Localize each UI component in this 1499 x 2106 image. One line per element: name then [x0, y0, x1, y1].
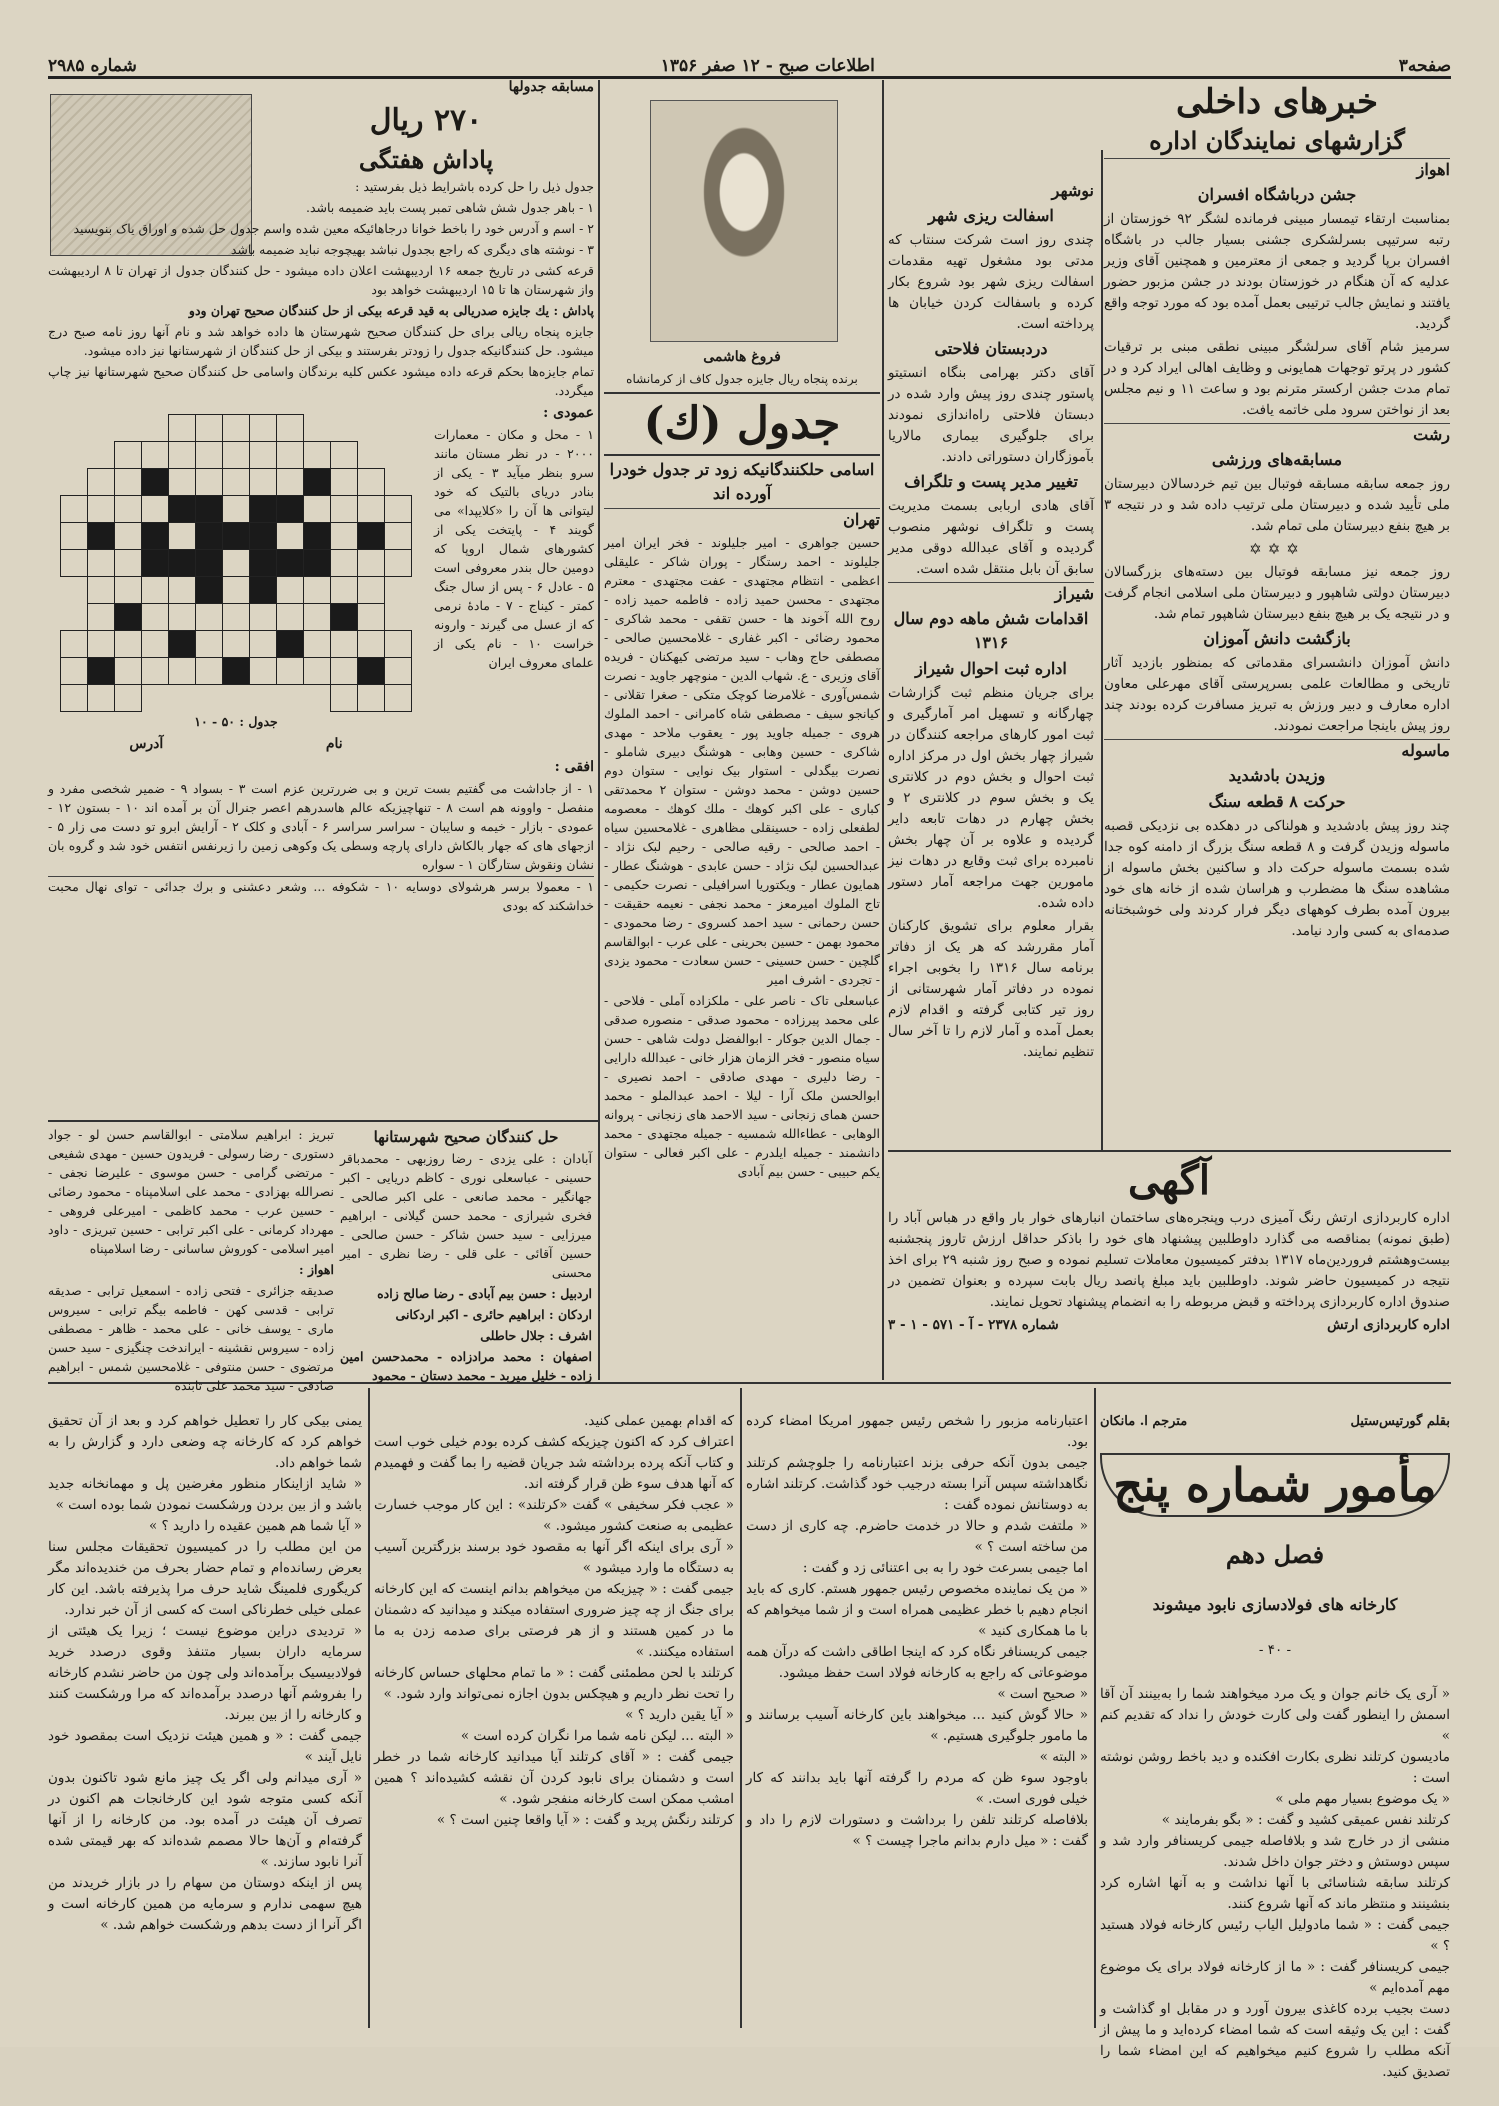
post-text: آقای هادی اربابی بسمت مدیریت پست و تلگراف نوشهر منصوب گردیده و آقای عبدالله دوقی مدیر سابق آن بابل منتقل شده است.	[888, 498, 1094, 577]
column-divider	[740, 1388, 742, 2028]
footer-line: ۱ - معمولا برسر هرشولای دوسایه ۱۰ - شکوفه ... وشعر دعشنی و برك جدائی - توای نهال محبت خداشکند که بودی	[48, 876, 594, 915]
city-nowshahr: نوشهر	[1051, 181, 1094, 200]
crossword-area	[48, 404, 424, 754]
storm-text: چند روز پیش بادشدید و هولناکی در دهکده بی نزدیکی قصبه ماسوله وزیدن گرفت و ۸ قطعه سنگ بزرگ از دامنه کوه جدا شده بسمت ماسوله حرکت داد و ساکنین بخش ماسوله از مشاهده سنگ ها مضطرب و هراسان شده از خانه های خود بیرون آمده بطرف کوههای دیگر فرار کردند ولی خوشبختانه صدمه‌ای به کسی وارد نیامد.	[1104, 818, 1451, 939]
serial-chapter-sep: - ۴۰ -	[1258, 1642, 1292, 1658]
notice-box	[888, 1156, 1450, 1378]
registry-heading: اقدامات شش ماهه دوم سال ۱۳۱۶	[893, 609, 1089, 652]
serial-text-1: « آری یک خانم جوان و یک مرد میخواهند شما را به‌بینند آن آقا اسمش را اینطور گفت ولی کارت خودش را نداد که تقدیم کنم » مادیسون کرتلند نظری بکارت افکنده و دید باخط روشن نوشته است : « یک موضوع بسیار مهم ملی » کرتلند نفس عمیقی کشید و گفت : « بگو بفرمایند » منشی از در خارج شد و بلافاصله جیمی کریسنافر وارد شد و سپس دوستش و دختر جوان داخل شدند. کرتلند سابقه شناسائی با آنها نداشت و به آنها اشاره کرد بنشینند و منتظر ماند که آنها شروع کنند. جیمی گفت : « شما مادولیل الیاب رئیس کارخانه فولاد هستید ؟ » جیمی کریسنافر گفت : « ما از کارخانه فولاد برای یک موضوع مهم آمده‌ایم » دست بجیب برده کاغذی بیرون آورد و در مقابل او گذاشت و گفت : این یک وثیقه است که شما امضاء کرده‌اید و ما پیش از آنکه مطلب را شروع کنیم میخواهیم که این امضاء شما را تصدیق کنید.	[1100, 1686, 1450, 2080]
rule-1: ۱ - باهر جدول شش شاهی تمبر پست باید ضمیمه باشد.	[305, 200, 594, 215]
notice-code: شماره ۲۳۷۸ - آ - ۵۷۱ - ۱ - ۳	[888, 1317, 1059, 1333]
province-solvers-2	[48, 1125, 334, 1393]
prize-heading: ۲۷۰ ریال	[369, 103, 483, 138]
province-abadan: آبادان : علی یزدی - رضا روزبهی - محمدباقر حسینی - عباسعلی نوری - کاظم دریایی - اکبر جهانگیر - محمد صانعی - علی اکبر صالحی - فخری شیرازی - محمد حسن گیلانی - ابراهیم میرزایی - سید حسن شاکر - حسن صالحی - حسین آقائی - علی قلی - رضا نظری - امیر محسنی	[340, 1151, 592, 1280]
vertical-clues-box	[434, 404, 594, 754]
internal-news-middle	[888, 180, 1094, 1140]
registry-subheading: اداره ثبت احوال شیراز	[915, 659, 1067, 678]
students-return-heading: بازگشت دانش آموزان	[1203, 629, 1351, 648]
paving-heading: اسفالت ریزی شهر	[928, 206, 1054, 225]
rule-2: ۲ - اسم و آدرس خود را باخط خوانا درجاهائیکه معین شده واسم جدول حل شده و اوراق یاک بنویسید	[73, 221, 594, 236]
winner-subcaption: برنده پنجاه ریال جایزه جدول کاف از کرمانشاه	[626, 372, 858, 386]
rule-3: ۳ - نوشته های دیگری که راجع بجدول نباشد بهیچوجه نباید ضمیمه باشد	[230, 242, 594, 257]
serial-text-3: که اقدام بهمین عملی کنید. اعتراف کرد که اکنون چیزیکه کشف کرده بودم خیلی خوب است و کتاب آنکه پرده برداشته شد جریان قضیه را بما گفت و فهمیدم که آنها هدف سوء ظن قرار گرفته اند. « عجب فکر سخیفی » گفت «کرتلند» : این کار موجب خسارت عظیمی به صنعت کشور میشود. » « آری برای اینکه اگر آنها به مقصود خود برسند بزرگترین آسیب به دستگاه ما وارد میشود » جیمی گفت : « چیزیکه من میخواهم بدانم اینست که این کارخانه برای جنگ از چه چیز ضروری استفاده میکند و میدانید که دشمنان ما در کمین هستند و از هر فرصتی برای صدمه زدن به ما استفاده میکنند. » کرتلند با لحن مطمئنی گفت : « ما تمام محلهای حساس کارخانه را تحت نظر داریم و هیچکس بدون اجازه نمی‌تواند وارد شود. » « آیا یقین دارید ؟ » « البته ... لیکن نامه شما مرا نگران کرده است » جیمی گفت : « آقای کرتلند آیا میدانید کارخانه شما در خطر است و دشمنان برای نابود کردن آن نقشه کشیده‌اند ؟ همین امشب ممکن است کارخانه منفجر شود. » کرتلند رنگش پرید و گفت : « آیا واقعا چنین است ؟ »	[374, 1413, 734, 1828]
internal-news-title: خبرهای داخلی	[1176, 82, 1378, 122]
paving-text: چندی روز است شرکت سنتاب که مدتی بود مشغول تهیه مقدمات اسفالت ریزی شهر بود شروع بکار کرده و باسفالت کردن خیابان ها پرداخته است.	[888, 232, 1094, 332]
winner-caption: فروغ هاشمی	[703, 349, 781, 365]
storm-heading: وزیدن بادشدید	[1228, 766, 1326, 785]
notice-signature: اداره کاربردازی ارتش	[1327, 1317, 1450, 1333]
province-ashraf: اشرف : جلال حاطلی	[480, 1328, 592, 1343]
contest-section	[48, 78, 594, 1118]
serial-column-1	[1100, 1390, 1450, 2080]
jadval-names-1: حسین جواهری - امیر جلیلوند - فخر ایران امیر جلیلوند - احمد رستگار - پوران شاکر - علیقلی اعظمی - انتظام مجتهدی - عفت مجتهدی - معترم مجتهدی - محسن حمید زاده - فاطمه حمید زاده - روح الله آخوند ها - حسن تقفی - محمد شاکری - محمود رضائی - اکبر غفاری - غلامحسین صالحی - مصطفی حاج وهاب - سید مرتضی کیهکنان - فریده آقای وزیری - ع. شهاب الدین - منوچهر جاوید - نصرت شمس‌آوری - غلامرضا کوچک متکی - صغرا تقلانی - کیانجو سیف - مصطفی شاه کامرانی - احمد الملوك هروی - جمیله جاوید پور - یعقوب ملاحد - مهدی شاکری - حسین وهابی - هوشنگ دبیری شاملو - نصرت بیگدلی - استوار بیک نوایی - ستوان دوم حسین دوشن - محمد دوشن - ستوان ۲ محمدتقی کباری - علی اکبر کوهك - ملك کوهك - معصومه لطفعلی زاده - حسینقلی مظاهری - غلامحسین سیاه - احمد صالحی - رقیه صالحی - رحیم لبک نژاد - عبدالحسین لبک نژاد - حسن عابدی - هوشنگ عطار - همایون عطار - ویکتوریا اسرافیلی - نصرت حکیمی - تاج الملوك امیرمعز - محمد نجفی - نعیمه حقیقت - حسن رحمانی - سید احمد کسروی - رضا محمودی - محمود بهمن - حسین بحرینی - علی عرب - ابوالقاسم گلچین - حسن حسینی - حسن سعادت - محمود یزدی - تجردی - اشرف امیر	[604, 535, 880, 987]
prize-subheading: پاداش هفتگی	[358, 145, 494, 174]
sports-heading: مسابقه‌های ورزشی	[1211, 450, 1343, 469]
province-ardakan: اردکان : ابراهیم حائری - اکبر اردکانی	[395, 1307, 592, 1322]
sports-text: روز جمعه سابقه مسابقه فوتبال بین تیم خردسالان دبیرستان ملی تأیید شده و دبیرستان ملی ترتیب داده شد و در نتیجه ۳ بر هیچ بنفع دبیرستان ملی تمام شد.	[1104, 476, 1450, 534]
jadval-subtitle: اسامی حلکنندگانیکه زود تر جدول خودرا آورده اند	[609, 460, 875, 503]
crossword-grid	[60, 414, 412, 712]
address-label: آدرس	[129, 736, 164, 752]
contest-divider	[48, 1120, 598, 1122]
province-heading: حل کنندگان صحیح شهرستانها	[373, 1128, 559, 1146]
students-return-text: دانش آموزان دانشسرای مقدماتی که بمنظور بازدید آثار تاریخی و مطالعات علمی بسرپرستی آقای مهرعلی معاون اداره معارف و دبیر ورزش به تبریز مسافرت کرده بودند چند روز پیش باینجا مراجعت نمودند.	[1104, 655, 1450, 734]
province-ahvaz-heading: اهواز :	[299, 1262, 334, 1277]
jadval-title: جدول (ك)	[604, 392, 880, 456]
reward-text: جایزه پنجاه ریالی برای حل کنندگان صحیح شهرستان ها داده خواهد شد و نام آنها روز نامه صبح درج میشود. حل کنندگانیکه جدول را زودتر بفرستند و بیکی از حل کنندگان از شهرستانها نیز داده میشود.	[48, 324, 594, 358]
reward-heading: پاداش : یك جایزه صدریالی به قید قرعه بیکی از حل کنندگان صحیح تهران ودو	[188, 303, 594, 318]
province-solvers	[340, 1125, 592, 1383]
column-divider	[882, 80, 884, 1380]
serial-title: مأمور شماره پنج	[1100, 1453, 1450, 1517]
grid-label: جدول : ۵۰ - ۱۰	[194, 714, 278, 729]
province-isfahan: اصفهان : محمد مرادزاده - محمدحسن امین زاده - خلیل میربد - محمد دستان - محمود	[340, 1349, 592, 1383]
city-tehran: تهران	[604, 508, 880, 531]
jadval-column	[604, 345, 880, 1375]
serial-column-3	[374, 1390, 734, 2030]
separator-stars: ✡✡✡	[1249, 540, 1305, 558]
army-celebration-heading: جشن درباشگاه افسران	[1197, 185, 1357, 204]
city-shiraz: شیراز	[888, 582, 1094, 605]
province-ahvaz: صدیقه جزائری - فتحی زاده - اسمعیل ترابی - صدیقه ترابی - قدسی کهن - فاطمه بیگم ترابی - سیروس ماری - یوسف خانی - علی محمد - ظاهر - مصطفی زاده - سیروس نقشینه - ایراندخت چنگیزی - سید حسن مرتضوی - حسن منتوفی - غلامحسین شمس - ابراهیم صادقی - سید محمد علی تابنده	[48, 1283, 334, 1393]
horizontal-heading: افقی :	[554, 759, 594, 775]
registry-text: برای جریان منظم ثبت گزارشات چهارگانه و تسهیل امر آمارگیری و ثبت امور کارهای مراجعه کنندگان در شیراز چهار بخش اول در مرکز اداره ثبت احوال و بخش دوم در کلانتری یک و بخش سوم در کلانتری ۲ و بخش چهارم در دهات تابعه دایر گردیده و علاوه بر آن چهار بخش نامبرده برای ثبت وقایع در دهات نیز مامورین جهت مراجعه آمار دستور داده شده.	[888, 685, 1094, 911]
page-header	[48, 52, 1451, 79]
registry-text-2: بقرار معلوم برای تشویق کارکنان آمار مقررشد که هر یک از دفاتر برنامه سال ۱۳۱۶ را بخوبی اجراء نموده در دفاتر آمار شهرستانی از روز تیر کتابی گرفته و اقدام لازم بعمل آمده و آمار لازم را تا آخر سال تنظیم نمایند.	[888, 918, 1094, 1060]
name-label: نام	[325, 736, 343, 752]
vertical-clues: ۱ - محل و مکان - معمارات ۲۰۰۰ - در نظر مستان مانند سرو بنظر میآید ۳ - یکی از بنادر دریای بالتیک که خود لیتوانی ها آن را «کلایپدا» می گویند ۴ - پایتخت یکی از کشورهای شمال اروپا که دومین حال بندر معروفی است ۵ - عادل ۶ - پس از سال جنگ کمتر - کیناج - ۷ - مادۀ نرمی که از عسل می گیرند - وارونه خراست ۱۰ - نام یکی از علمای معروف ایران	[434, 427, 594, 670]
issue-number: شماره ۲۹۸۵	[48, 56, 137, 76]
post-heading: تغییر مدیر پست و تلگراف	[904, 472, 1078, 491]
serial-column-4	[48, 1390, 362, 2030]
column-divider	[368, 1388, 370, 2028]
province-tabriz: تبریز : ابراهیم سلامتی - ابوالقاسم حسن لو - جواد دستوری - رضا رسولی - فریدون حسین - مهدی شفیعی - مرتضی گرامی - حسن موسوی - علیرضا نجفی - نصرالله بهزادی - محمد علی اسلامپناه - محمود رضائی - حسین عرب - محمد کاظمی - امیرعلی فروهی - مهرداد کرمانی - علی اکبر ترابی - حسین تبریزی - داود امیر اسلامی - کوروش ساسانی - رضا اسلامپناه	[48, 1127, 334, 1256]
serial-chapter: فصل دهم	[1225, 1540, 1325, 1569]
rules-intro: جدول ذیل را حل کرده باشرایط ذیل بفرستید :	[355, 179, 594, 194]
notice-title: آگهی	[1128, 1157, 1210, 1204]
city-ahvaz: اهواز	[1104, 158, 1450, 181]
farming-heading: دردبستان فلاحتی	[934, 339, 1048, 358]
reports-heading: گزارشهای نمایندگان اداره	[1149, 126, 1405, 155]
serial-author: بقلم گورتیس‌ستیل	[1350, 1414, 1450, 1429]
serial-chapter-title: کارخانه های فولادسازی نابود میشوند	[1152, 1595, 1398, 1614]
city-rasht: رشت	[1104, 423, 1450, 446]
reward-text-2: تمام جایزه‌ها بحکم قرعه داده میشود عکس کلیه برندگان واسامی حل کنندگان صحیح شهرستانها نیز چاپ میگردد.	[48, 364, 594, 398]
army-celebration-text-2: سرمیز شام آقای سرلشگر مبینی نطقی مبنی بر ترقیات کشور در پرتو توجهات همایونی و وظایف اهالی ایراد کرد و در تمام مدت جشن ارکستر مترنم بود و ساعت ۱۱ و نیم مجلس بعد از نواختن سرود ملی خاتمه یافت.	[1104, 339, 1450, 418]
province-ardabil: اردبیل : حسن بیم آبادی - رضا صالح زاده	[377, 1286, 592, 1301]
contest-label: مسابقه جدولها	[508, 79, 594, 95]
contest-deadline: قرعه کشی در تاریخ جمعه ۱۶ اردیبهشت اعلان داده میشود - حل کنندگان جدول از تهران تا ۸ اردیبهشت واز شهرستان ها تا ۱۵ اردیبهشت خواهد بود	[48, 263, 594, 297]
vertical-heading: عمودی :	[543, 405, 594, 421]
page-number: صفحه۳	[1398, 56, 1451, 76]
storm-subheading: حرکت ۸ قطعه سنگ	[1208, 792, 1346, 811]
army-celebration-text: بمناسبت ارتقاء تیمسار مبینی فرمانده لشگر ۹۲ خوزستان از رتبه سرتیپی بسرلشکری جشنی بسیار جالب در باشگاه افسران برپا گردید و جمعی از معترمین و همچنین آقای وزیر عدلیه که آن هنگام در خوزستان بودند در جشن مزبور حضور یافتند و نمایش جالب ترتیبی بعمل آمده بود که مورد توجه واقع گردید.	[1104, 211, 1450, 332]
serial-text-2: اعتبارنامه مزبور را شخص رئیس جمهور امریکا امضاء کرده بود. جیمی بدون آنکه حرفی بزند اعتبارنامه را جلوچشم کرتلند نگاهداشته سپس آنرا بسته درجیب خود گذاشت. کرتلند اشاره به دوستانش نموده گفت : « ملتفت شدم و حالا در خدمت حاضرم. چه کاری از دست من ساخته است ؟ » اما جیمی بسرعت خود را به بی اعتنائی زد و گفت : « من یک نماینده مخصوص رئیس جمهور هستم. کاری که باید انجام دهیم با خطر عظیمی همراه است و از شما میخواهم که با ما همکاری کنید » جیمی کریسنافر نگاه کرد که اینجا اطاقی داشت که درآن همه موضوعاتی که راجع به کارخانه فولاد است حفظ میشود. « صحیح است » « حالا گوش کنید ... میخواهند باین کارخانه آسیب برسانند و ما مامور جلوگیری هستیم. » « البته » باوجود سوء ظن که مردم را گرفته آنها باید بدانند که کار خیلی فوری است. » بلافاصله کرتلند تلفن را برداشت و دستورات لازم را داد و گفت : « میل دارم بدانم ماجرا چیست ؟ »	[746, 1413, 1088, 1849]
farming-text: آقای دکتر بهرامی بنگاه انستیتو پاستور چندی روز پیش وارد شده در دبستان فلاحتی راه‌اندازی نمودند برای جلوگیری بیماری مالاریا بآموزگاران دستوراتی دادند.	[888, 365, 1094, 465]
horizontal-clues: ۱ - از جاداشت می گفتیم بست ترین و بی ضررترین عزم است ۳ - بسواد ۹ - ضمیر شخصی مفرد و منفصل - واوونه هم است ۸ - تنهاچیزیکه عالم هاسدرهم اعصر جنرال آن بر آمده اند ۱۰ - بستون ۱۲ - عمودی - بازار - خیمه و سایبان - سراسر سراسر ۶ - آبادی و کلک ۲ - آرایش ابرو تو دست می زار ۵ - ازجهای های که جهار بالکاش دارای پارچه وسطی یک وکوهی زمین را زیرنفس انتفس خود شد و گروه بان نشان ونقوش ستارگان ۱ - سواره	[48, 781, 595, 872]
serial-translator: مترجم ا. مانکان	[1100, 1414, 1188, 1429]
jadval-names-2: عباسعلی تاک - ناصر علی - ملکزاده آملی - فلاحی - علی محمد پیرزاده - محمود صدقی - منصوره صدقی - جمال الدین جوکار - ابوالفضل دولت شاهی - حسن سیاه منصور - فخر الزمان هزار خانی - عبدالله دارایی - رضا دلیری - مهدی صادقی - احمد نصیری - ابوالحسن ملک آرا - لیلا - احمد عبدالملو - محمد حسن همای زنجانی - سید الاحمد های زنجانی - پروانه الوهابی - عطاءالله شمسیه - جمیله مجتهدی - محمد دانشمند - جمیله ایلدرم - علی اکبر فعالی - ستوان یکم حبیبی - حسن بیم آبادی	[604, 993, 880, 1179]
winner-photo	[650, 100, 838, 342]
column-divider	[1101, 150, 1103, 1150]
notice-text: اداره کاربردازی ارتش رنگ آمیزی درب وپنجره‌های ساختمان انبارهای خوار بار واقع در هباس آباد را (طبق نمونه) بمناقصه می گذارد داوطلبین پیشنهاد های خود را باذکر حداقل ارزش تاروز پنجشنبه بیست‌وهشتم فروردین‌ماه ۱۳۱۷ بدفتر کمیسیون معاملات تسلیم نموده و صبح روز شنبه ۲۹ برای اخذ نتیجه در کمیسیون حاضر شوند. داوطلبین باید مبلغ پانصد ریال بابت سپرده و بعنوان تضمین در صندوق اداره کاربردازی پرداخته و قبض مربوطه را به انضمام پیشنهاد تحویل نمایند.	[888, 1210, 1450, 1310]
masthead: اطلاعات صبح - ۱۲ صفر ۱۳۵۶	[660, 56, 875, 76]
column-divider	[598, 80, 600, 1380]
serial-column-2	[746, 1390, 1088, 2030]
sports-text-2: روز جمعه نیز مسابقه فوتبال بین دسته‌های بزرگسالان دبیرستان دولتی شاهپور و دبیرستان ملی اسلامی انجام گرفت و در نتیجه یک بر هیچ بنفع دبیرستان شاهپور تمام شد.	[1104, 564, 1450, 622]
serial-text-4: یمنی بیکی کار را تعطیل خواهم کرد و بعد از آن تحقیق خواهم کرد که کارخانه چه وضعی دارد و گزارش را به شما خواهم داد. « شاید ازاینکار منظور مغرضین پل و مهمانخانه جدید باشد و از بین بردن ورشکست نمودن شما بوده است » « آیا شما هم همین عقیده را دارید ؟ » من این مطلب را در کمیسیون تحقیقات مجلس سنا بعرض رسانده‌ام و تمام حضار بحرف من خندیده‌اند مگر کریگوری فلمینگ شاید حرف مرا پذیرفته باشد. این کار عملی خیلی خطرناکی است که کسی از آن خبر ندارد. « تردیدی دراین موضوع نیست ؛ زیرا یک هیئتی از سرمایه داران بسیار متنفذ وقوی درصدد خرید فولادبیسیک برآمده‌اند ولی چون من حاضر نشدم کارخانه را بفروشم آنها درصدد برآمده‌اند که مرا ورشکست کنند و کارخانه را از بین ببرند. جیمی گفت : « و همین هیئت نزدیک است بمقصود خود نایل آیند » « آری میدانم ولی اگر یک چیز مانع شود تاکنون بدون آنکه کسی متوجه شود این کارخانجات هم اکنون در تصرف آن هیئت در آمده بود. من کارخانه را از آنها گرفته‌ام و آن‌ها حالا مصمم شده‌اند که بهر قیمتی شده آنرا نابود سازند. » پس از اینکه دوستان من سهام را در بازار خریدند من هیچ سهمی ندارم و سرمایه من همین کارخانه است و اگر آنرا از دست بدهم ورشکست خواهم شد. »	[48, 1413, 362, 1933]
city-masuleh: ماسوله	[1104, 739, 1450, 762]
column-divider	[1094, 1388, 1096, 2028]
